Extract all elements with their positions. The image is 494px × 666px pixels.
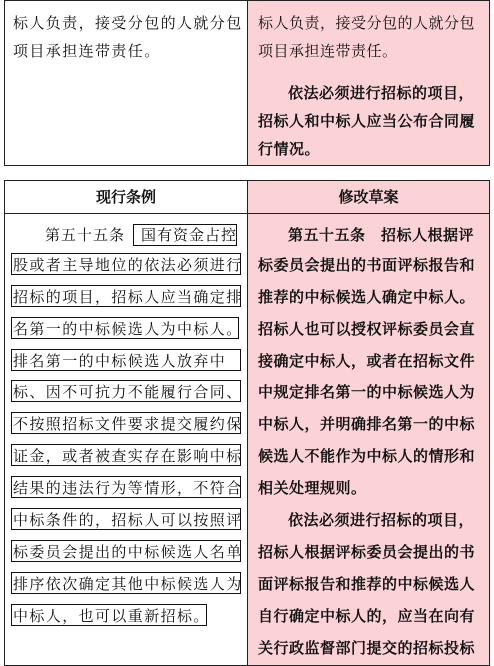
text-line: 面评标报告和推荐的中标候选人 — [258, 575, 476, 593]
text-line: 第五十五条 招标人根据评 — [288, 226, 475, 244]
text-line: 中标条件的，招标人可以按照评 — [13, 511, 243, 529]
comparison-table — [4, 180, 490, 666]
text-line: 候选人不能作为中标人的情形和 — [258, 447, 476, 465]
current-article-column — [5, 181, 247, 665]
text-line: 相关处理规则。 — [258, 479, 367, 497]
text-line: 项目承担连带责任。 — [258, 42, 398, 60]
top-left-cell — [5, 1, 247, 165]
text-line: 不按照招标文件要求提交履约保 — [13, 415, 243, 433]
text-line: 依法必须进行招标的项目， — [288, 84, 475, 102]
text-line: 招标人根据评标委员会提出的书 — [258, 543, 476, 561]
text-line: 证金，或者被查实存在影响中标 — [13, 447, 243, 465]
text-line: 标人负责，接受分包的人就分包 — [13, 14, 243, 32]
text-line: 第五十五条 国有资金占控 — [45, 226, 238, 244]
text-line: 招标的项目，招标人应当确定排 — [13, 288, 243, 306]
text-line: 排序依次确定其他中标候选人为 — [13, 575, 243, 593]
text-line: 行情况。 — [258, 140, 321, 158]
draft-amendment-column — [247, 181, 489, 665]
text-line: 结果的违法行为等情形，不符合 — [13, 479, 243, 497]
text-line: 标人负责，接受分包的人就分包 — [258, 14, 476, 32]
draft-amendment-header: 修改草案 — [248, 181, 489, 214]
text-line: 标委员会提出的中标候选人名单 — [13, 543, 243, 561]
text-line: 依法必须进行招标的项目， — [288, 511, 475, 529]
text-line: 中标人，也可以重新招标。 — [13, 607, 210, 625]
text-line: 接确定中标人，或者在招标文件 — [258, 352, 476, 370]
text-line: 项目承担连带责任。 — [13, 42, 161, 60]
text-line: 标、因不可抗力不能履行合同、 — [13, 383, 243, 401]
text-line: 关行政监督部门提交的招标投标 — [258, 639, 476, 657]
text-line: 中标人，并明确排名第一的中标 — [258, 415, 476, 433]
text-line: 招标人也可以授权评标委员会直 — [258, 320, 476, 338]
text-line: 中规定排名第一的中标候选人为 — [258, 383, 476, 401]
text-line: 招标人和中标人应当公布合同履 — [258, 112, 476, 130]
top-right-cell — [247, 1, 489, 165]
text-line: 股或者主导地位的依法必须进行 — [13, 256, 243, 274]
text-line: 排名第一的中标候选人放弃中 — [13, 352, 227, 370]
text-line: 名第一的中标候选人为中标人。 — [13, 320, 243, 338]
text-line: 推荐的中标候选人确定中标人。 — [258, 288, 476, 306]
text-line: 标委员会提出的书面评标报告和 — [258, 256, 476, 274]
top-table — [4, 0, 490, 166]
current-article-header: 现行条例 — [5, 181, 247, 214]
text-line: 自行确定中标人的，应当在向有 — [258, 607, 476, 625]
